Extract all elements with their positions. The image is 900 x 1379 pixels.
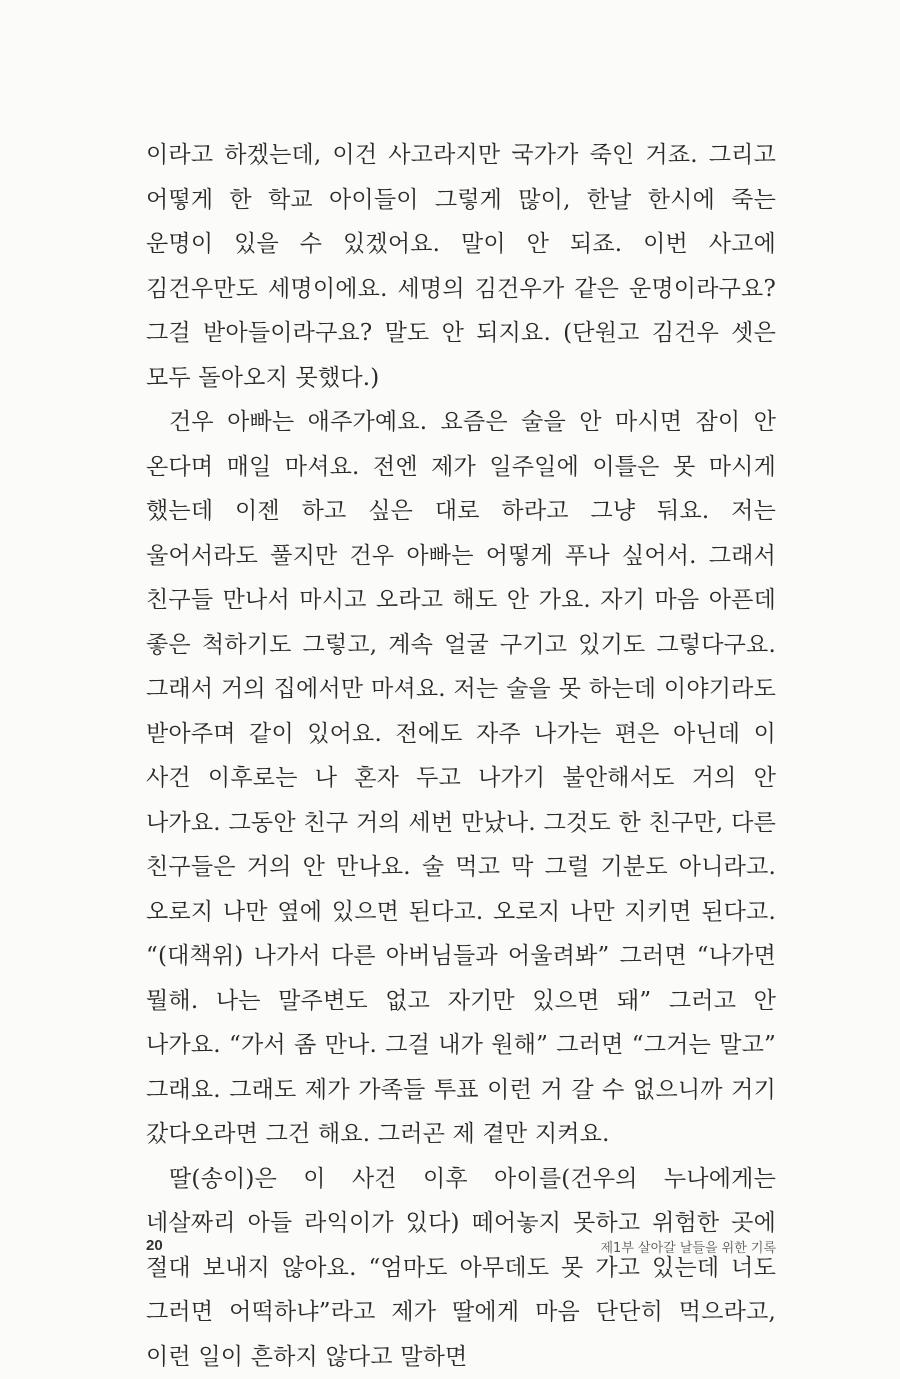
body-text bbox=[146, 133, 776, 1379]
page-footer bbox=[146, 1237, 776, 1261]
running-head: 제1부 살아갈 날들을 위한 기록 bbox=[601, 1237, 777, 1256]
paragraph-3: 딸(송이)은 이 사건 이후 아이를(건우의 누나에게는 네살짜리 아들 라익이가 있다) 떼어놓지 못하고 위험한 곳에 절대 보내지 않아요. “엄마도 아무데도 못 가고 있는데 너도 그러면 어떡하냐”라고 제가 딸에게 마음 단단히 먹으라고, 이런 일이 흔하지 않다고 말하면 bbox=[146, 1157, 776, 1379]
page-number: 20 bbox=[146, 1237, 163, 1254]
paragraph-2: 건우 아빠는 애주가예요. 요즘은 술을 안 마시면 잠이 안 온다며 매일 마셔요. 전엔 제가 일주일에 이틀은 못 마시게 했는데 이젠 하고 싶은 대로 하라고 그냥 둬요. 저는 울어서라도 풀지만 건우 아빠는 어떻게 푸나 싶어서. 그래서 친구들 만나서 마시고 오라고 해도 안 가요. 자기 마음 아픈데 좋은 척하기도 그렇고, 계속 얼굴 구기고 있기도 그렇다구요. 그래서 거의 집에서만 마셔요. 저는 술을 못 하는데 이야기라도 받아주며 같이 있어요. 전에도 자주 나가는 편은 아닌데 이 사건 이후로는 나 혼자 두고 나가기 불안해서도 거의 안 나가요. 그동안 친구 거의 세번 만났나. 그것도 한 친구만, 다른 친구들은 거의 안 만나요. 술 먹고 막 그럴 기분도 아니라고. 오로지 나만 옆에 있으면 된다고. 오로지 나만 지키면 된다고. “(대책위) 나가서 다른 아버님들과 어울려봐” 그러면 “나가면 뭘해. 나는 말주변도 없고 자기만 있으면 돼” 그러고 안 나가요. “가서 좀 만나. 그걸 내가 원해” 그러면 “그거는 말고” 그래요. 그래도 제가 가족들 투표 이런 거 갈 수 없으니까 거기 갔다오라면 그건 해요. 그러곤 제 곁만 지켜요. bbox=[146, 400, 776, 1157]
paragraph-1: 이라고 하겠는데, 이건 사고라지만 국가가 죽인 거죠. 그리고 어떻게 한 학교 아이들이 그렇게 많이, 한날 한시에 죽는 운명이 있을 수 있겠어요. 말이 안 되죠. 이번 사고에 김건우만도 세명이에요. 세명의 김건우가 같은 운명이라구요? 그걸 받아들이라구요? 말도 안 되지요. (단원고 김건우 셋은 모두 돌아오지 못했다.) bbox=[146, 133, 776, 400]
